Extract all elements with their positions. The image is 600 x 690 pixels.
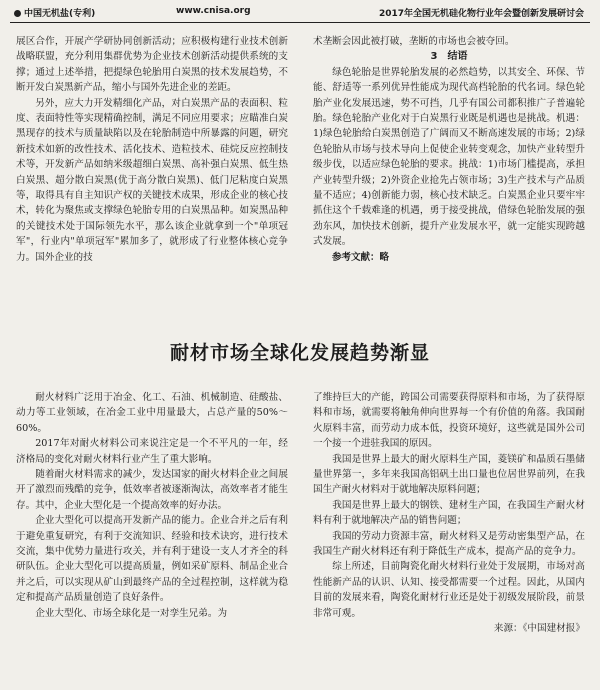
paragraph: 2017年对耐火材料公司来说注定是一个不平凡的一年，经济格局的变化对耐火材料行业产生了重大影响。: [16, 438, 288, 465]
paragraph: 综上所述，目前陶瓷化耐火材料行业处于发展期，市场对高性能新产品的认识、认知、接受都需要一个过程。因此，从国内目前的发展来看，陶瓷化耐材行业还是处于初级发展阶段，前景非常可观。: [313, 561, 585, 619]
top-right-column: [313, 34, 585, 265]
top-left-column: [16, 34, 288, 265]
paragraph: 随着耐火材料需求的减少，发达国家的耐火材料企业之间展开了激烈而残酷的竞争，低效率者被逐渐淘汰，高效率者才能生存。其中，企业大型化是一个提高效率的好办法。: [16, 469, 288, 511]
paragraph: 我国是世界上最大的钢铁、建材生产国，在我国生产耐火材料有利于就地解决产品的销售问题；: [313, 499, 585, 527]
paragraph: 我国是世界上最大的耐火原料生产国，菱镁矿和晶质石墨储量世界第一，多年来我国高铝矾土出口量也位居世界前列，在我国生产耐火材料对于就地解决原料问题；: [313, 453, 585, 496]
paragraph: 耐火材料广泛用于冶金、化工、石油、机械制造、硅酸盐、动力等工业领域，在冶金工业中用量最大，占总产量的50%～60%。: [16, 392, 288, 434]
paragraph: 另外，应大力开发精细化产品，对白炭黑产品的表面积、粒度、表面特性等实现精确控制，满足不同应用要求；应瞄准白炭黑现存的技术与质量缺陷以及在轮胎制造中所暴露的问题，研究新技术如新的改性技术、活化技术、造粒技术、硅烷反应控制技术等，开发新产品如纳米级超细白炭黑、高补强白炭黑、低生热白炭黑、超分散白炭黑(优于高分散白炭黑)、低门尼粘度白炭黑等，取得具有自主知识产权的关键技术成果，形成企业的核心技术，转化为聚焦或支撑绿色轮胎专用的白炭黑品种。如炭黑品种的关键技术处于国际领先水平，那么该企业就拿到一个"单项冠军"，行业内"单项冠军"累加多了，就形成了行业整体核心竞争力。国外企业的技: [16, 97, 288, 263]
paragraph: 了维持巨大的产能，跨国公司需要获得原料和市场，为了获得原料和市场，就需要将触角伸向世界每一个有价值的角落。我国耐火原料丰富，而劳动力成本低，投资环境好，这些就是国外公司一个接一个进驻我国的原因。: [313, 392, 585, 450]
page-header: [0, 0, 600, 26]
paragraph: 企业大型化、市场全球化是一对孪生兄弟。为: [35, 607, 228, 619]
article-title: 耐材市场全球化发展趋势渐显: [169, 342, 430, 364]
paragraph: 展区合作，开展产学研协同创新活动；应积极构建行业技术创新战略联盟，充分利用集群优势为企业技术创新活动提供系统的支撑；通过上述举措，把提绿色轮胎用白炭黑的技术发展趋势，不断开发白炭黑新产品，缩小与国外先进企业的差距。: [16, 36, 288, 94]
paragraph: 我国的劳动力资源丰富，耐火材料又是劳动密集型产品，在我国生产耐火材料还有利于降低生产成本，提高产品的竞争力。: [313, 530, 585, 558]
paragraph: 绿色轮胎是世界轮胎发展的必然趋势，以其安全、环保、节能、舒适等一系列优异性能成为现代高档轮胎的代名词。绿色轮胎产业化发展迅速，势不可挡，几乎有国公司都积推广子普遍轮胎。绿色轮胎产业化对于白炭黑行业既是机遇也是挑战。机遇：1)绿色轮胎给白炭黑创造了广阔而又不断高速发展的市场；2)绿色轮胎从市场与技术导向上促使企业转变观念，加快产业转型升级步伐，以适应绿色轮胎的要求。挑战：1)市场门槛提高，承担产业转型升级；2)外资企业抢先占领市场；3)生产技术与产品质量不适应；4)创新能力弱，核心技术缺乏。白炭黑企业只要牢牢抓住这个千载难逢的机遇，勇于接受挑战，借绿色轮胎发展的强劲东风，加快技术创新，提升产业发展水平，就一定能实现跨越式发展。: [313, 66, 585, 248]
bottom-right-column: [313, 390, 585, 637]
section-heading: 3 结语: [430, 51, 468, 63]
bottom-left-column: [16, 390, 288, 621]
journal-brand: [14, 6, 95, 19]
paragraph: 企业大型化可以提高开发新产品的能力。企业合并之后有利于避免重复研究，有利于交流知识、经验和技术诀窍，进行技术交流，集中优势力量进行攻关，并有利于建设一支人才齐全的科研队伍。企业大型化可以提高质量，例如采矿原料、制品企业合并之后，可以实现从矿山到最终产品的全过程控制，这样就为稳定和提高产品质量创造了良好条件。: [16, 515, 288, 604]
bullet-icon: [14, 10, 21, 17]
references: 参考文献：略: [332, 251, 390, 263]
header-rule: [10, 22, 590, 23]
journal-site[interactable]: www.cnisa.org: [176, 6, 251, 16]
article-source: 来源：《中国建材报》: [493, 623, 585, 635]
brand-text: 中国无机盐(专利): [24, 9, 96, 19]
paragraph: 术垄断会因此被打破，垄断的市场也会被夺回。: [313, 36, 515, 47]
journal-title: 2017年全国无机硅化物行业年会暨创新发展研讨会: [378, 9, 584, 19]
